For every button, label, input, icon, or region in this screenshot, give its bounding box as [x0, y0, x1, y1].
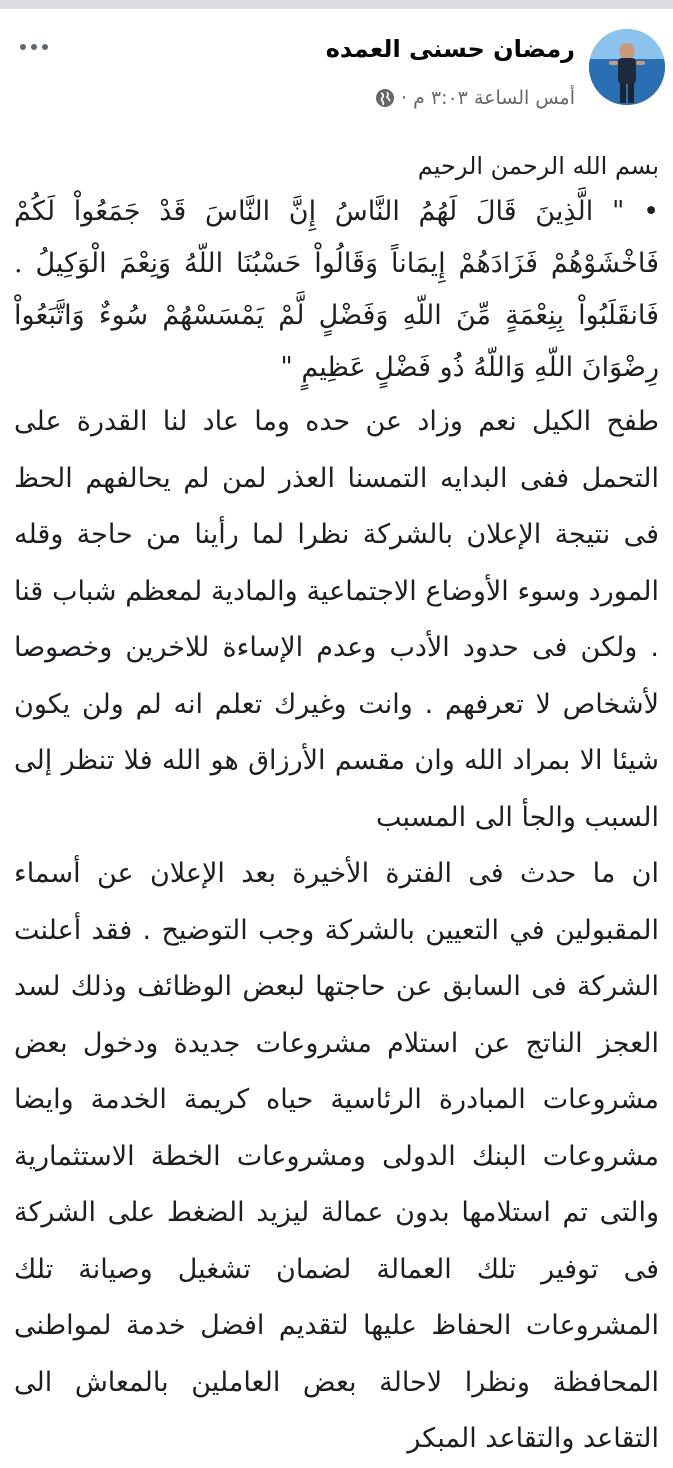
- more-options-button[interactable]: [14, 37, 54, 57]
- post-timestamp[interactable]: أمس الساعة ٣:٠٣ م: [413, 87, 575, 109]
- avatar[interactable]: [589, 29, 665, 105]
- profile-photo: [589, 29, 665, 105]
- post-greeting: بسم الله الرحمن الرحيم: [417, 152, 659, 180]
- quran-verse: • " الَّذِينَ قَالَ لَهُمُ النَّاسُ إِنَّ النَّاسَ قَدْ جَمَعُواْ لَكُمْ فَاخْشَوْهُمْ فَزَادَهُمْ إِيمَاناً وَقَالُواْ حَسْبُنَا اللّهُ وَنِعْمَ الْوَكِيلُ . فَانقَلَبُواْ بِنِعْمَةٍ مِّنَ اللّهِ وَفَضْلٍ لَّمْ يَمْسَسْهُمْ سُوءٌ وَاتَّبَعُواْ رِضْوَانَ اللّهِ وَاللّهُ ذُو فَضْلٍ عَظِيمٍ ": [14, 196, 659, 383]
- post-body: [14, 146, 659, 1468]
- top-status-strip: [0, 0, 673, 9]
- meta-separator: ·: [401, 87, 408, 109]
- globe-icon[interactable]: [375, 88, 395, 108]
- post-paragraph-1: طفح الكيل نعم وزاد عن حده وما عاد لنا القدرة على التحمل ففى البدايه التمسنا العذر لمن لم يحالفهم الحظ فى نتيجة الإعلان بالشركة نظرا لما رأينا من حاجة وقله المورد وسوء الأوضاع الاجتماعية والمادية لمعظم شباب قنا . ولكن فى حدود الأدب وعدم الإساءة للاخرين وخصوصا لأشخاص لا تعرفهم . وانت وغيرك تعلم انه لم ولن يكون شيئا الا بمراد الله وان مقسم الأرزاق هو الله فلا تنظر إلى السبب والجأ الى المسبب: [14, 406, 659, 833]
- more-options-icon: [20, 44, 26, 50]
- post-meta: [375, 87, 575, 109]
- author-name[interactable]: رمضان حسنى العمده: [325, 35, 575, 63]
- post-header: [0, 9, 673, 119]
- post-paragraph-2: ان ما حدث فى الفترة الأخيرة بعد الإعلان عن أسماء المقبولين في التعيين بالشركة وجب التوضيح . فقد أعلنت الشركة فى السابق عن حاجتها لبعض الوظائف وذلك لسد العجز الناتج عن استلام مشروعات جديدة ودخول بعض مشروعات المبادرة الرئاسية حياه كريمة الخدمة وايضا مشروعات البنك الدولى ومشروعات الخطة الاستثمارية والتى تم استلامها بدون عمالة ليزيد الضغط على الشركة فى توفير تلك العمالة لضمان تشغيل وصيانة تلك المشروعات الحفاظ عليها لتقديم افضل خدمة لمواطنى المحافظة ونظرا لاحالة بعض العاملين بالمعاش الى التقاعد والتقاعد المبكر: [14, 858, 659, 1454]
